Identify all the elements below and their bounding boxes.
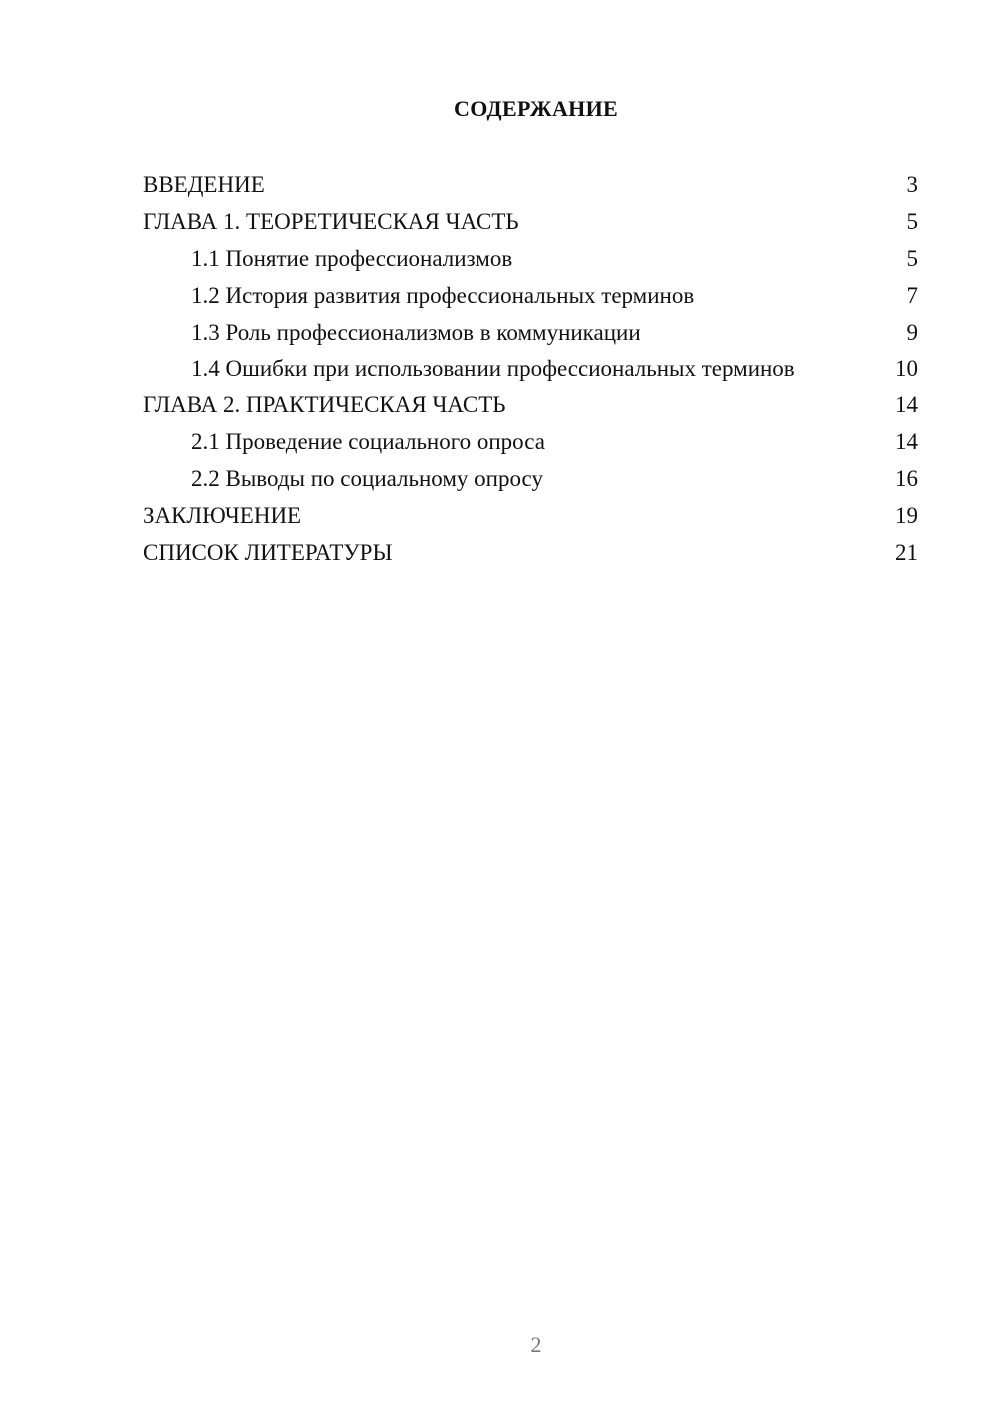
toc-entry-page: 7 bbox=[906, 283, 918, 308]
toc-entry-title: 2.2 Выводы по социальному опросу bbox=[191, 466, 543, 491]
toc-entry-section-2-1 bbox=[143, 423, 918, 460]
toc-entry-title: 2.1 Проведение социального опроса bbox=[191, 429, 545, 454]
toc-entry-section-1-2 bbox=[143, 277, 918, 314]
toc-entry-section-1-3 bbox=[143, 314, 918, 351]
toc-entry-section-1-1 bbox=[143, 240, 918, 277]
toc-entry-title: ГЛАВА 1. ТЕОРЕТИЧЕСКАЯ ЧАСТЬ bbox=[143, 209, 519, 234]
toc-entry-title: ВВЕДЕНИЕ bbox=[143, 172, 265, 197]
toc-entry-title: ГЛАВА 2. ПРАКТИЧЕСКАЯ ЧАСТЬ bbox=[143, 392, 506, 417]
toc-entry-page: 14 bbox=[895, 392, 918, 417]
toc-entry-page: 21 bbox=[895, 540, 918, 565]
toc-entry-title: ЗАКЛЮЧЕНИЕ bbox=[143, 503, 302, 528]
toc-entry-page: 10 bbox=[895, 356, 918, 381]
table-of-contents bbox=[143, 166, 918, 571]
toc-entry-page: 9 bbox=[906, 320, 918, 345]
page-number: 2 bbox=[530, 1332, 542, 1357]
toc-entry-chapter-2 bbox=[143, 386, 918, 423]
toc-entry-page: 14 bbox=[895, 429, 918, 454]
toc-entry-page: 5 bbox=[906, 209, 918, 234]
toc-entry-title: 1.1 Понятие профессионализмов bbox=[191, 246, 513, 271]
toc-entry-title: 1.4 Ошибки при использовании профессиональных терминов bbox=[191, 356, 795, 381]
toc-entry-introduction bbox=[143, 166, 918, 203]
toc-entry-page: 16 bbox=[895, 466, 918, 491]
toc-entry-section-2-2 bbox=[143, 460, 918, 497]
toc-heading: СОДЕРЖАНИЕ bbox=[454, 96, 618, 121]
toc-entry-chapter-1 bbox=[143, 203, 918, 240]
toc-entry-title: 1.2 История развития профессиональных терминов bbox=[191, 283, 695, 308]
toc-entry-conclusion bbox=[143, 497, 918, 534]
toc-entry-title: 1.3 Роль профессионализмов в коммуникации bbox=[191, 320, 641, 345]
toc-entry-references bbox=[143, 534, 918, 571]
toc-entry-page: 5 bbox=[906, 246, 918, 271]
toc-entry-page: 19 bbox=[895, 503, 918, 528]
toc-entry-page: 3 bbox=[906, 172, 918, 197]
toc-entry-section-1-4 bbox=[143, 351, 918, 386]
toc-entry-title: СПИСОК ЛИТЕРАТУРЫ bbox=[143, 540, 393, 565]
